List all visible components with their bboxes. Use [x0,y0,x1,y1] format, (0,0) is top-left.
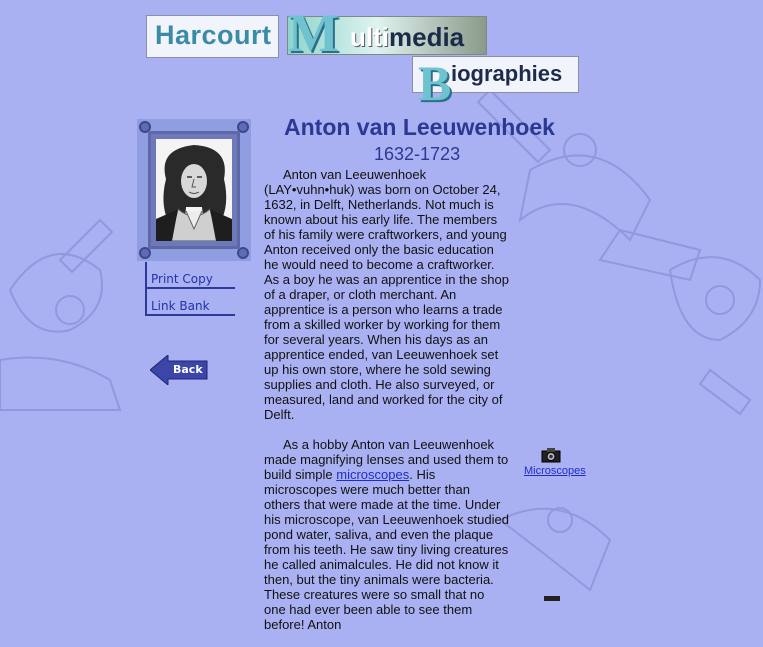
portrait-image [156,139,232,241]
harcourt-logo-text: Harcourt [155,20,272,50]
multimedia-part2: media [389,22,465,52]
multimedia-banner-text [350,22,464,53]
back-button[interactable] [150,355,208,385]
microscopes-inline-link[interactable]: microscopes [336,467,410,482]
portrait-frame [137,119,251,261]
paragraph-2-text-a: As a hobby Anton van Leeuwenhoek made magnifying lenses and used them to build simple [264,437,509,482]
print-copy-link[interactable]: Print Copy [145,262,235,289]
multimedia-part1: ulti [350,22,389,52]
big-m-letter: M [288,3,339,63]
portrait-mat [148,131,240,249]
paragraph-1: Anton van Leeuwenhoek (LAY•vuhn•huk) was born on October 24, 1632, in Delft, Netherlands. Not much is known about his early life. The members of his family were craftworkers, and young Anton received only the basic education he would need to become a craftworker. As a boy he was an apprentice in the shop of a draper, or cloth merchant. An apprentice is a person who learns a trade from a skilled worker by working for them for several years. When his days as an apprentice ended, van Leeuwenhoek set up his own store, where he sold sewing supplies and cloth. He also surveyed, or measured, land and worked for the city of Delft. [264,167,509,422]
big-b-letter: B [418,55,452,111]
camera-icon[interactable] [541,447,561,463]
page-title: Anton van Leeuwenhoek [284,114,555,140]
camera-icon[interactable] [543,595,561,601]
side-links [145,262,235,316]
paragraph-2 [264,437,509,632]
biographies-banner-text: iographies [451,61,563,86]
back-button-label: Back [173,363,203,376]
life-dates: 1632-1723 [374,144,461,164]
harcourt-logo [146,15,279,58]
article-body [264,167,509,647]
link-bank-link[interactable]: Link Bank [145,289,235,316]
microscopes-media-link[interactable]: Microscopes [524,465,586,477]
paragraph-2-text-b: . His microscopes were much better than others that were made at the time. Under his microscope, van Leeuwenhoek studied pond water, saliva, and even the plaque from his teeth. He saw tiny living creatures he called animalcules. He did not know it then, but the tiny animals were bacteria. These creatures were so small that no one had ever been able to see them before! Anton [264,467,509,632]
